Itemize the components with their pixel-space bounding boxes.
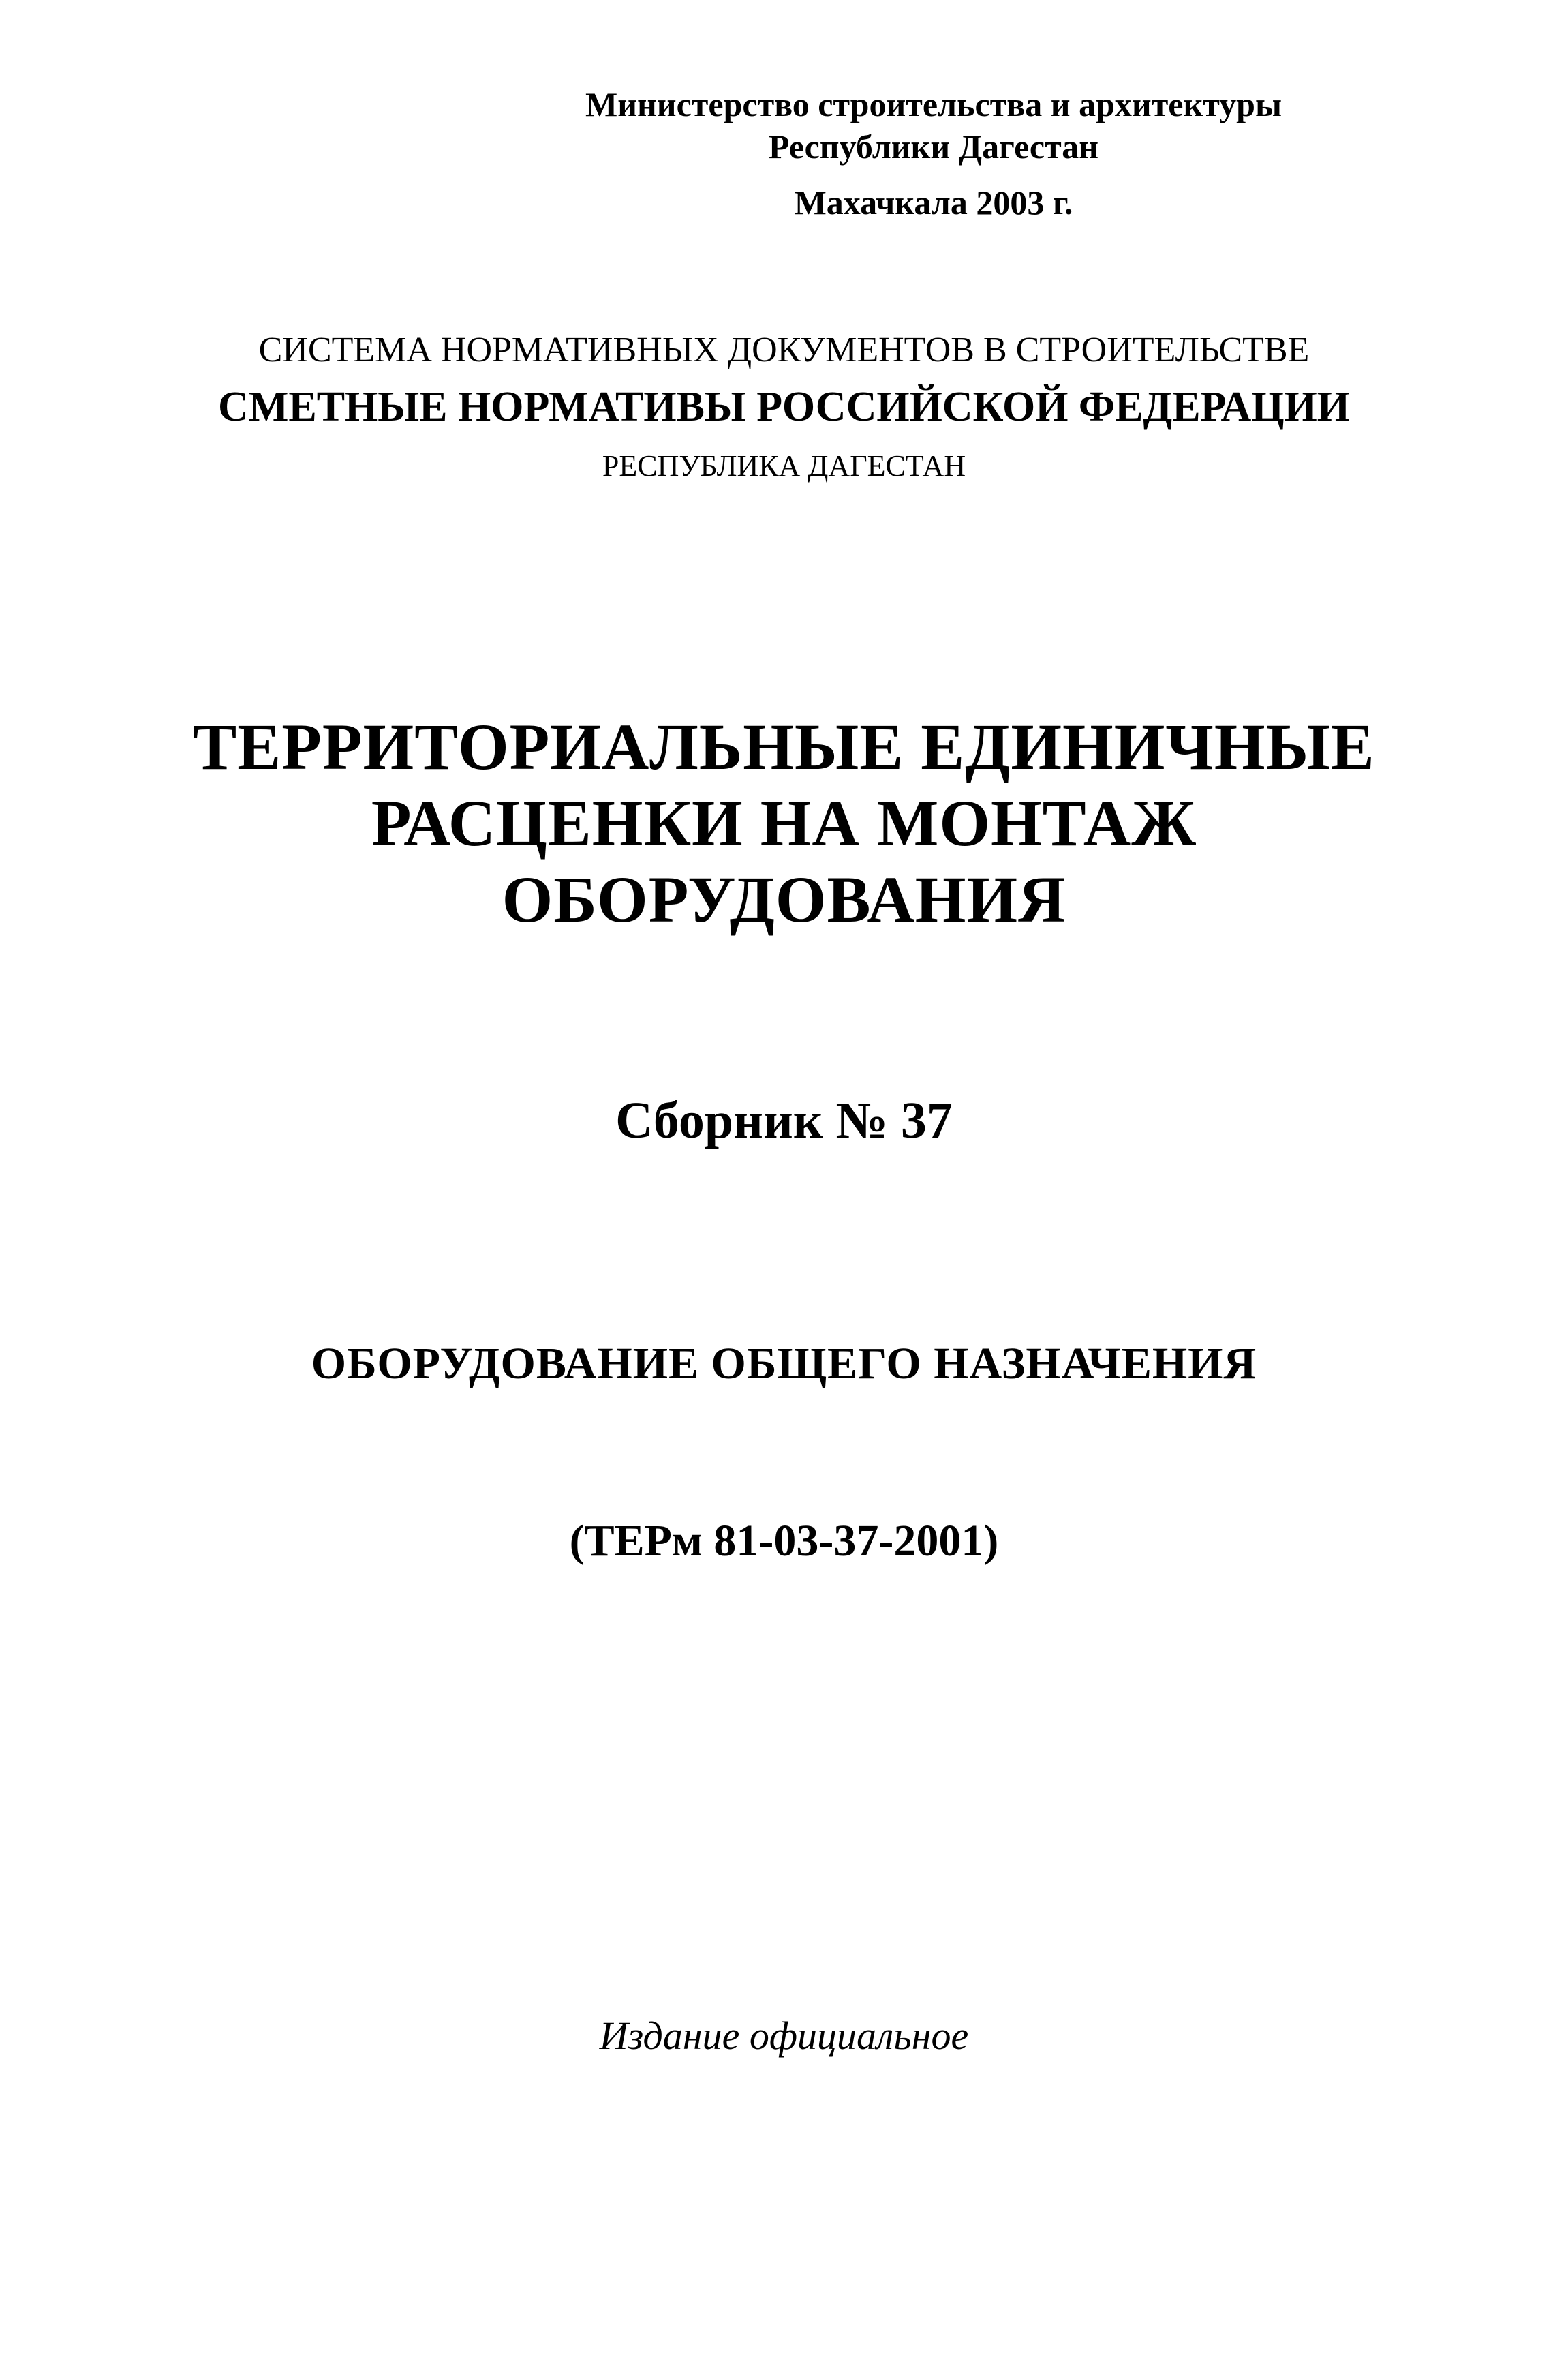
- document-code: (ТЕРм 81-03-37-2001): [569, 1516, 999, 1566]
- ministry-name-line1: Министерство строительства и архитектуры: [585, 85, 1282, 123]
- collection-number: Сборник № 37: [615, 1092, 953, 1149]
- system-heading: СИСТЕМА НОРМАТИВНЫХ ДОКУМЕНТОВ В СТРОИТЕЛЬСТВЕ: [258, 331, 1310, 369]
- city-year: Махачкала 2003 г.: [794, 183, 1073, 222]
- document-title-line2: РАСЦЕНКИ НА МОНТАЖ: [371, 787, 1197, 860]
- collection-subject: ОБОРУДОВАНИЕ ОБЩЕГО НАЗНАЧЕНИЯ: [311, 1339, 1257, 1388]
- norms-heading: СМЕТНЫЕ НОРМАТИВЫ РОССИЙСКОЙ ФЕДЕРАЦИИ: [218, 384, 1350, 430]
- ministry-name-line2: Республики Дагестан: [768, 127, 1099, 166]
- document-title-line1: ТЕРРИТОРИАЛЬНЫЕ ЕДИНИЧНЫЕ: [193, 710, 1375, 783]
- document-title-line3: ОБОРУДОВАНИЯ: [502, 863, 1066, 936]
- edition-note: Издание официальное: [599, 2014, 969, 2058]
- republic-heading: РЕСПУБЛИКА ДАГЕСТАН: [602, 449, 966, 483]
